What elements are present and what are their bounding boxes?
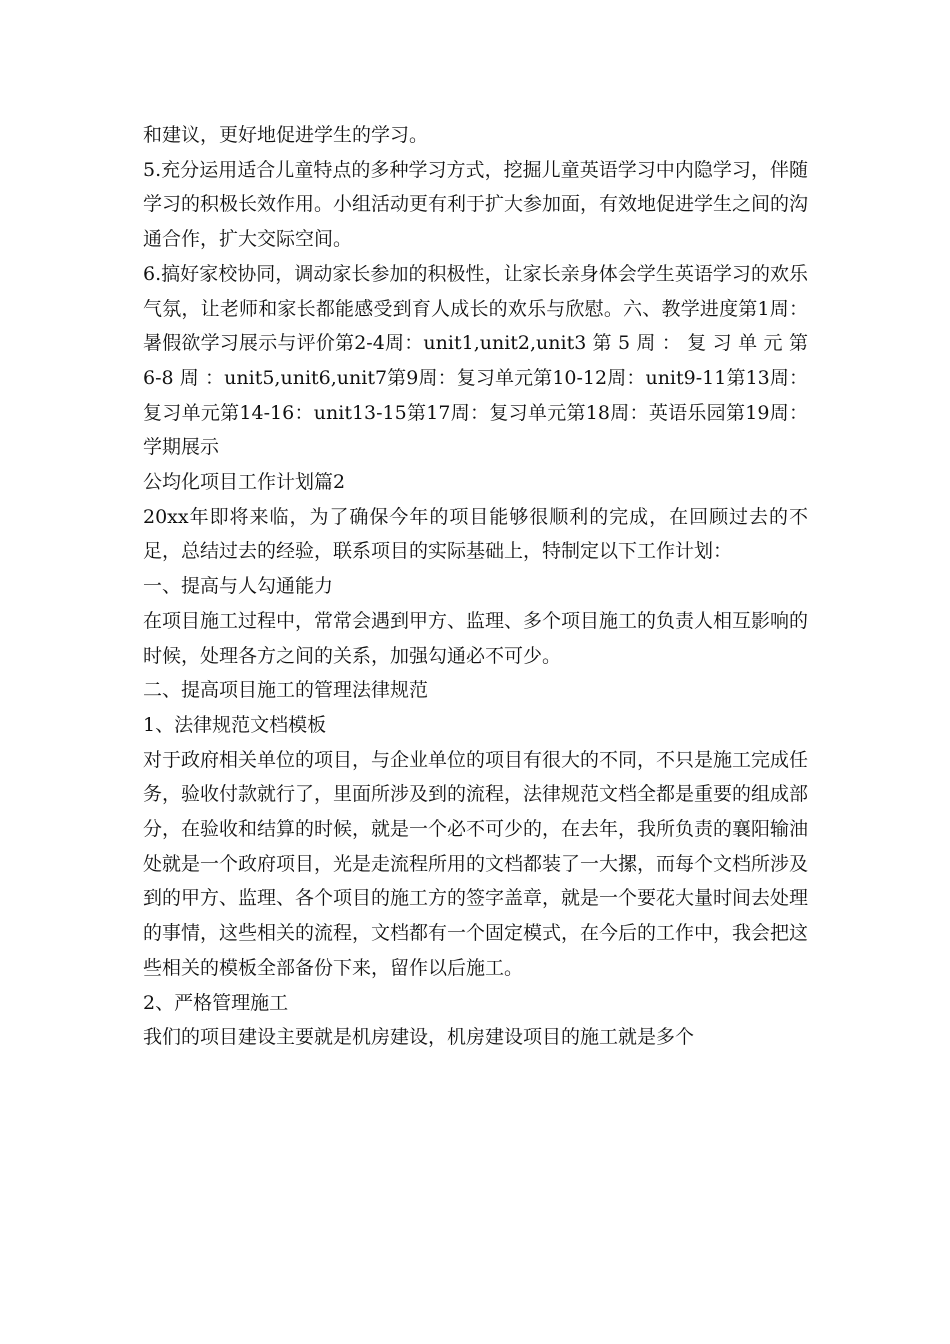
paragraph-templates: 对于政府相关单位的项目，与企业单位的项目有很大的不同，不只是施工完成任务，验收付款就行了，里面所涉及到的流程，法律规范文档全都是重要的组成部分，在验收和结算的时候，就是一个必不可少的，在去年，我所负责的襄阳输油处就是一个政府项目，光是走流程所用的文档都装了一大摞，而每个文档所涉及到的甲方、监理、各个项目的施工方的签字盖章，就是一个要花大量时间去处理的事情，这些相关的流程，文档都有一个固定模式，在今后的工作中，我会把这些相关的模板全部备份下来，留作以后施工。 <box>143 748 809 979</box>
paragraph-continuation: 和建议，更好地促进学生的学习。 <box>143 124 429 146</box>
section-title: 公均化项目工作计划篇2 <box>143 471 346 494</box>
paragraph-intro: 20xx年即将来临，为了确保今年的项目能够很顺利的完成，在回顾过去的不足，总结过去的经验，联系项目的实际基础上，特制定以下工作计划： <box>143 505 808 563</box>
paragraph-communication: 在项目施工过程中，常常会遇到甲方、监理、多个项目施工的负责人相互影响的时候，处理各方之间的关系，加强勾通必不可少。 <box>143 609 809 667</box>
subheading-construction: 2、严格管理施工 <box>143 991 289 1014</box>
subheading-templates: 1、法律规范文档模板 <box>143 713 327 736</box>
paragraph-item-5: 5.充分运用适合儿童特点的多种学习方式，挖掘儿童英语学习中内隐学习，伴随学习的积极长效作用。小组活动更有利于扩大参加面，有效地促进学生之间的沟通合作，扩大交际空间。 <box>143 158 809 251</box>
heading-communication: 一、提高与人勾通能力 <box>143 575 334 598</box>
document-body <box>143 118 808 1055</box>
paragraph-item-6: 6.搞好家校协同，调动家长参加的积极性，让家长亲身体会学生英语学习的欢乐气氛，让老师和家长都能感受到育人成长的欢乐与欣慰。六、教学进度第1周：暑假欲学习展示与评价第2-4周：unit1,unit2,unit3 第 5 周 ： 复 习 单 元 第 6-8 周 ：unit5,unit6,unit7第9周：复习单元第10-12周：unit9-11第13周：复习单元第14-16：unit13-15第17周：复习单元第18周：英语乐园第19周：学期展示 <box>143 262 808 459</box>
paragraph-construction: 我们的项目建设主要就是机房建设，机房建设项目的施工就是多个 <box>143 1026 695 1049</box>
heading-management: 二、提高项目施工的管理法律规范 <box>143 679 429 702</box>
